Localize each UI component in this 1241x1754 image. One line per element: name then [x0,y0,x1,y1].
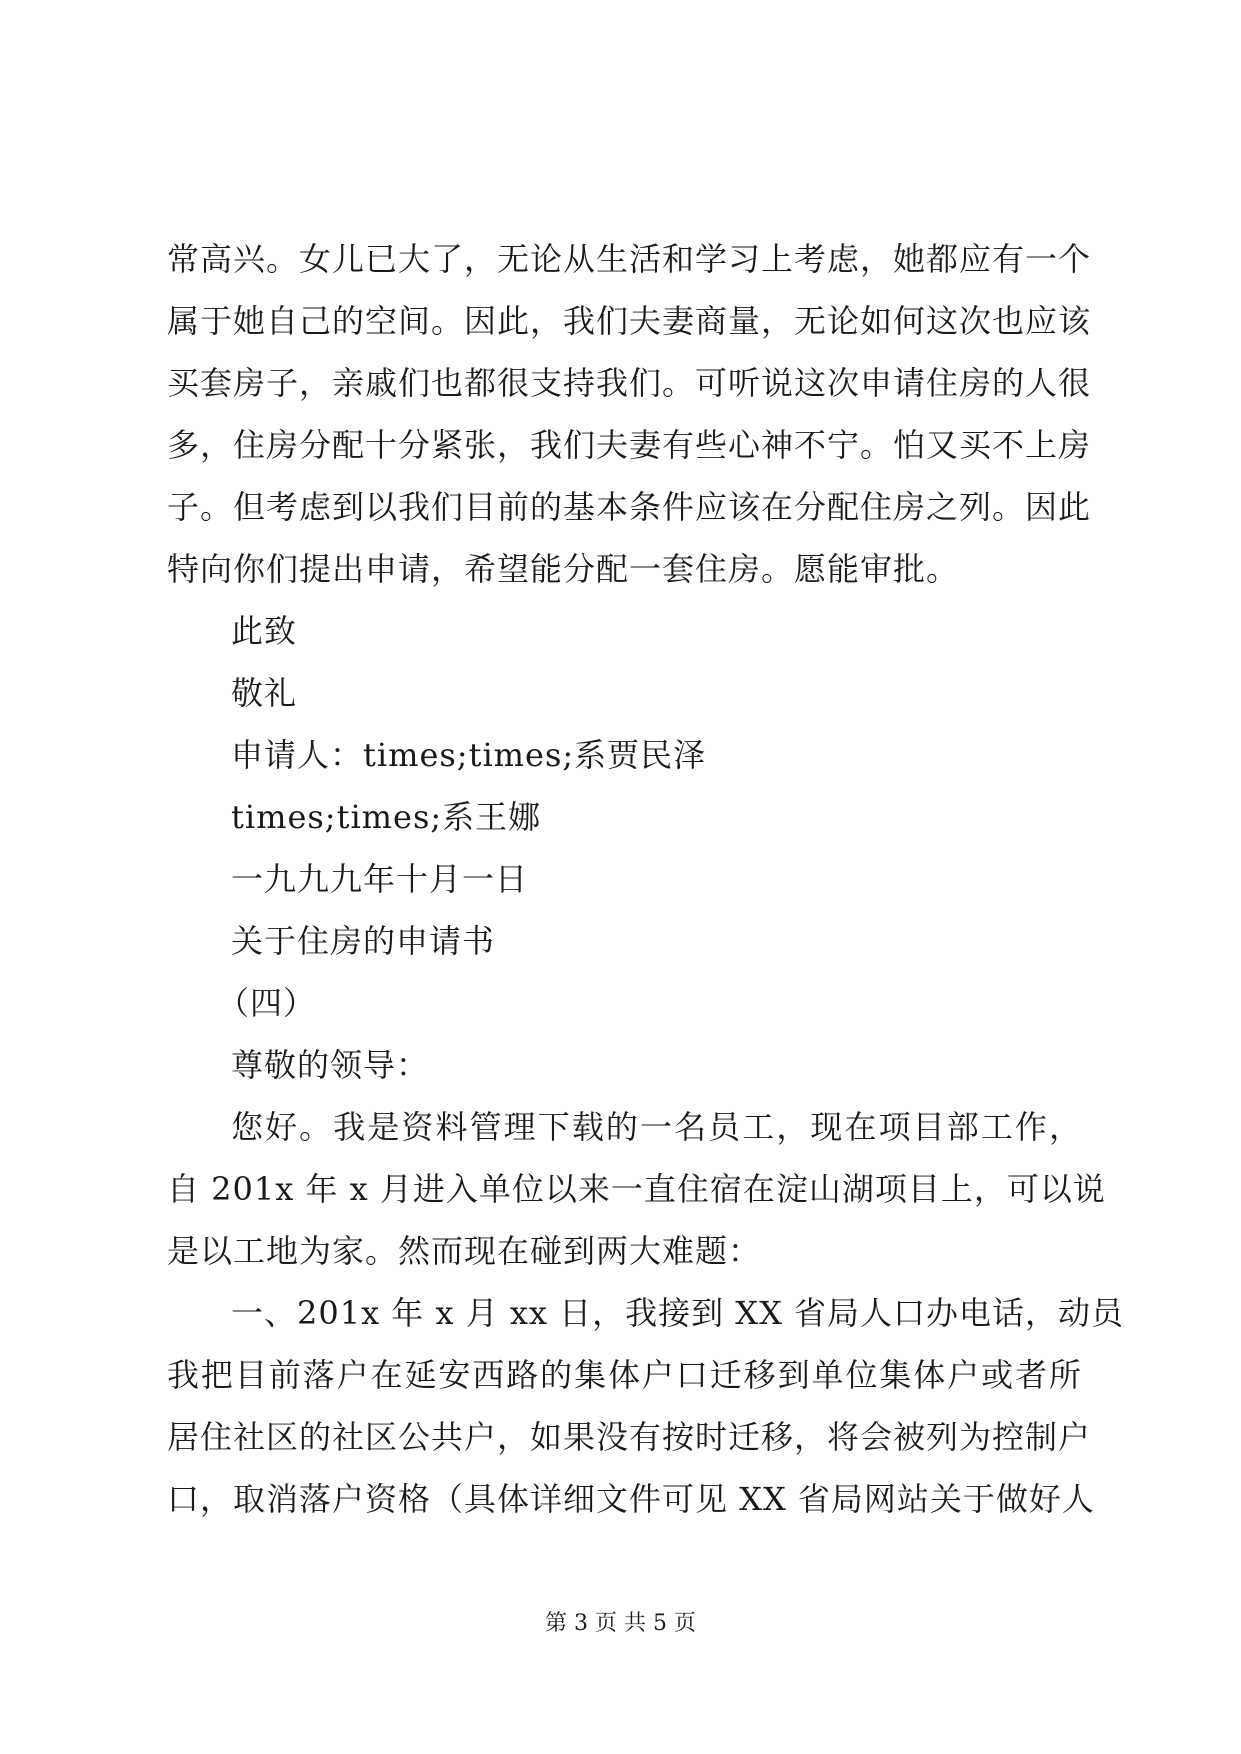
paragraph-3-line-1: 一、201x 年 x 月 xx 日，我接到 XX 省局人口办电话，动员 [231,1294,1125,1332]
paragraph-3-line-4: 口，取消落户资格（具体详细文件可见 XX 省局网站关于做好人 [167,1480,1095,1518]
page-indicator: 第 3 页 共 5 页 [545,1611,696,1636]
paragraph-1-line-6: 特向你们提出申请，希望能分配一套住房。愿能审批。 [167,550,960,588]
closing-ci-zhi: 此致 [231,612,298,650]
paragraph-2-line-3: 是以工地为家。然而现在碰到两大难题： [167,1232,762,1270]
paragraph-2-line-1: 您好。我是资料管理下载的一名员工，现在项目部工作， [231,1108,1082,1146]
paragraph-1-line-2: 属于她自己的空间。因此，我们夫妻商量，无论如何这次也应该 [167,302,1092,340]
salutation: 尊敬的领导： [231,1046,430,1084]
paragraph-1-line-5: 子。但考虑到以我们目前的基本条件应该在分配住房之列。因此 [167,488,1092,526]
closing-jing-li: 敬礼 [231,674,298,712]
applicant-line-1: 申请人：times;times;系贾民泽 [231,736,707,774]
paragraph-1-line-4: 多，住房分配十分紧张，我们夫妻有些心神不宁。怕又买不上房 [167,426,1092,464]
paragraph-1-line-1: 常高兴。女儿已大了，无论从生活和学习上考虑，她都应有一个 [167,240,1092,278]
signature-date: 一九九九年十月一日 [231,860,529,898]
paragraph-3-line-2: 我把目前落户在延安西路的集体户口迁移到单位集体户或者所 [167,1356,1082,1394]
page-footer [0,1609,1241,1639]
document-body [167,228,1125,1530]
paragraph-1-line-3: 买套房子，亲戚们也都很支持我们。可听说这次申请住房的人很 [167,364,1092,402]
paragraph-2-line-2: 自 201x 年 x 月进入单位以来一直住宿在淀山湖项目上，可以说 [167,1170,1106,1208]
section-title: 关于住房的申请书 [231,922,496,960]
applicant-line-2: times;times;系王娜 [231,798,542,836]
paragraph-3-line-3: 居住社区的社区公共户，如果没有按时迁移，将会被列为控制户 [167,1418,1092,1456]
section-number: （四） [217,984,317,1022]
